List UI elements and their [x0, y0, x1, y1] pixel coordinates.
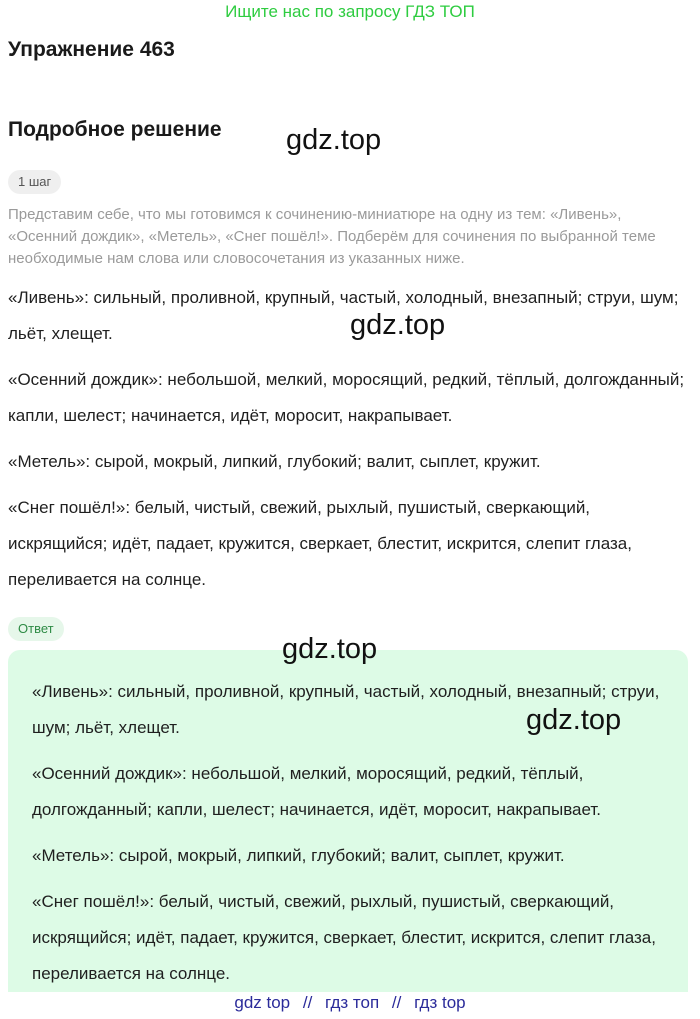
footer-link[interactable]: gdz top — [234, 993, 291, 1012]
step-badge: 1 шаг — [8, 170, 61, 194]
footer-link[interactable]: гдз топ — [325, 993, 380, 1012]
answer-paragraph: «Снег пошёл!»: белый, чистый, свежий, рыхлый, пушистый, сверкающий, искрящийся; идёт, падает, кружится, сверкает, блестит, искрится, слепит глаза, переливается на солнце. — [32, 892, 656, 983]
section-title: Подробное решение — [8, 118, 222, 141]
solution-paragraph: «Осенний дождик»: небольшой, мелкий, моросящий, редкий, тёплый, долгожданный; капли, шелест; начинается, идёт, моросит, накрапывает. — [8, 370, 685, 425]
footer-links — [0, 993, 700, 1013]
solution-paragraph: «Ливень»: сильный, проливной, крупный, частый, холодный, внезапный; струи, шум; льёт, хлещет. — [8, 288, 679, 343]
search-banner: Ищите нас по запросу ГДЗ ТОП — [225, 2, 475, 21]
footer-separator: // — [391, 993, 402, 1012]
watermark: gdz.top — [286, 124, 382, 156]
page-title: Упражнение 463 — [8, 38, 175, 61]
solution-paragraph: «Снег пошёл!»: белый, чистый, свежий, рыхлый, пушистый, сверкающий, искрящийся; идёт, падает, кружится, сверкает, блестит, искрится, слепит глаза, переливается на солнце. — [8, 498, 632, 589]
step-intro-text: Представим себе, что мы готовимся к сочинению-миниатюре на одну из тем: «Ливень», «Осенний дождик», «Метель», «Снег пошёл!». Подберём для сочинения по выбранной теме необходимые нам слова или словосочетания из указанных ниже. — [8, 206, 656, 267]
answer-paragraph: «Метель»: сырой, мокрый, липкий, глубокий; валит, сыплет, кружит. — [32, 846, 565, 865]
solution-paragraph: «Метель»: сырой, мокрый, липкий, глубокий; валит, сыплет, кружит. — [8, 452, 541, 471]
answer-box — [8, 650, 688, 992]
answer-paragraph: «Осенний дождик»: небольшой, мелкий, моросящий, редкий, тёплый, долгожданный; капли, шелест; начинается, идёт, моросит, накрапывает. — [32, 764, 602, 819]
footer-link[interactable]: гдз top — [414, 993, 466, 1012]
answer-paragraph: «Ливень»: сильный, проливной, крупный, частый, холодный, внезапный; струи, шум; льёт, хлещет. — [32, 682, 660, 737]
solution-block — [8, 280, 688, 608]
watermark: gdz.top — [526, 704, 622, 736]
watermark: gdz.top — [282, 633, 378, 665]
watermark: gdz.top — [350, 309, 446, 341]
answer-badge: Ответ — [8, 617, 64, 641]
footer-separator: // — [302, 993, 313, 1012]
